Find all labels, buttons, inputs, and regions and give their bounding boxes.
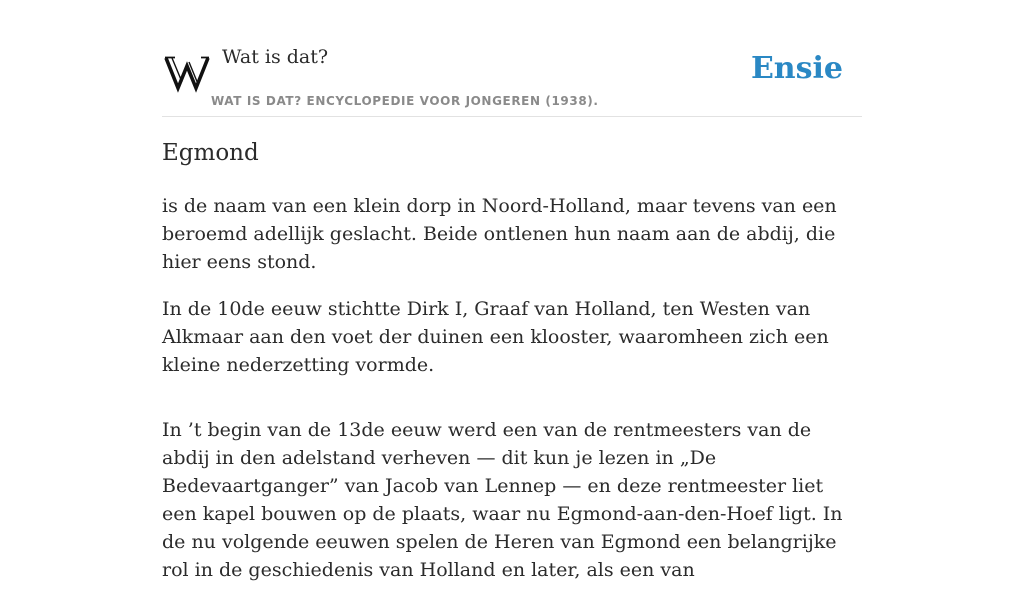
site-header xyxy=(162,42,862,117)
ensie-brand-link[interactable]: Ensie xyxy=(750,51,843,86)
book-subtitle: WAT IS DAT? ENCYCLOPEDIE VOOR JONGEREN (1938). xyxy=(211,94,599,108)
book-title[interactable]: Wat is dat? xyxy=(222,46,329,68)
article-paragraph: is de naam van een klein dorp in Noord-Holland, maar tevens van een beroemd adellijk geslacht. Beide ontlenen hun naam aan de abdij, die hier eens stond. xyxy=(162,195,837,273)
wikisource-w-logo-icon[interactable] xyxy=(165,52,209,92)
article-paragraph: In de 10de eeuw stichtte Dirk I, Graaf van Holland, ten Westen van Alkmaar aan den voet der duinen een klooster, waaromheen zich een kleine nederzetting vormde. xyxy=(162,298,829,376)
article-title: Egmond xyxy=(162,140,259,166)
article-paragraph: In ’t begin van de 13de eeuw werd een van de rentmeesters van de abdij in den adelstand verheven — dit kun je lezen in „De Bedevaartganger” van Jacob van Lennep — en deze rentmeester liet een kapel bouwen op de plaats, waar nu Egmond-aan-den-Hoef ligt. In de nu volgende eeuwen spelen de Heren van Egmond een belangrijke rol in de geschiedenis van Holland en later, als een van xyxy=(162,419,843,581)
article-body xyxy=(162,192,862,603)
